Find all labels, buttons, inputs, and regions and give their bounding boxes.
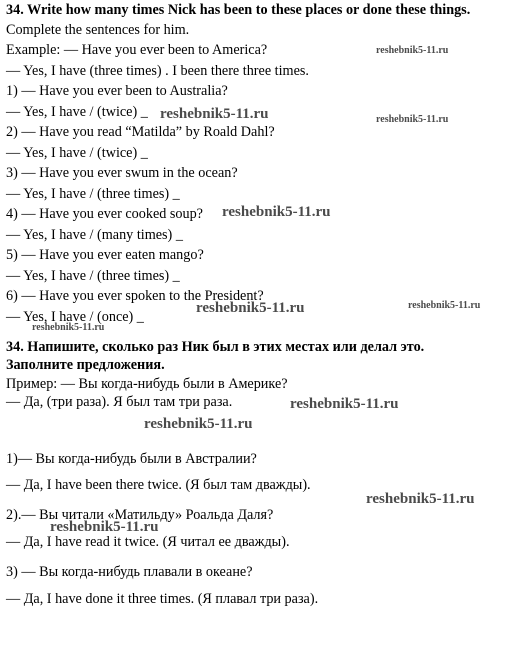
watermark-text: reshebnik5-11.ru: [376, 114, 449, 125]
example-question-ru: Пример: — Вы когда-нибудь были в Америке?: [6, 376, 288, 392]
question-2-en: 2) — Have you read “Matilda” by Roald Dahl?: [6, 124, 275, 140]
watermark-text: reshebnik5-11.ru: [222, 204, 331, 220]
answer-5-en: — Yes, I have / (three times) _: [6, 268, 180, 284]
watermark-text: reshebnik5-11.ru: [408, 300, 481, 311]
question-5-en: 5) — Have you ever eaten mango?: [6, 247, 204, 263]
answer-6-en: — Yes, I have / (once) _: [6, 309, 144, 325]
question-4-en: 4) — Have you ever cooked soup?: [6, 206, 203, 222]
exercise-heading-en: 34. Write how many times Nick has been to these places or done these things.: [6, 2, 471, 18]
answer-2-en: — Yes, I have / (twice) _: [6, 145, 148, 161]
answer-3-en: — Yes, I have / (three times) _: [6, 186, 180, 202]
watermark-text: reshebnik5-11.ru: [366, 491, 475, 507]
question-3-ru: 3) — Вы когда-нибудь плавали в океане?: [6, 564, 253, 580]
instruction-en: Complete the sentences for him.: [6, 22, 190, 38]
answer-1-ru: — Да, I have been there twice. (Я был там дважды).: [6, 477, 311, 493]
example-question-en: Example: — Have you ever been to America?: [6, 42, 268, 58]
answer-4-en: — Yes, I have / (many times) _: [6, 227, 183, 243]
example-answer-ru: — Да, (три раза). Я был там три раза.: [6, 394, 233, 410]
watermark-text: reshebnik5-11.ru: [32, 322, 105, 333]
question-3-en: 3) — Have you ever swum in the ocean?: [6, 165, 238, 181]
watermark-text: reshebnik5-11.ru: [160, 106, 269, 122]
instruction-ru: Заполните предложения.: [6, 357, 165, 373]
example-answer-en: — Yes, I have (three times) . I been there three times.: [6, 63, 309, 79]
question-2-ru: 2).— Вы читали «Матильду» Роальда Даля?: [6, 507, 274, 523]
answer-3-ru: — Да, I have done it three times. (Я плавал три раза).: [6, 591, 319, 607]
watermark-text: reshebnik5-11.ru: [290, 396, 399, 412]
question-1-ru: 1)— Вы когда-нибудь были в Австралии?: [6, 451, 257, 467]
watermark-text: reshebnik5-11.ru: [196, 300, 305, 316]
question-6-en: 6) — Have you ever spoken to the President?: [6, 288, 264, 304]
answer-1-en: — Yes, I have / (twice) _: [6, 104, 148, 120]
exercise-heading-ru: 34. Напишите, сколько раз Ник был в этих местах или делал это.: [6, 339, 425, 355]
watermark-text: reshebnik5-11.ru: [50, 519, 159, 535]
answer-2-ru: — Да, I have read it twice. (Я читал ее дважды).: [6, 534, 290, 550]
watermark-text: reshebnik5-11.ru: [144, 416, 253, 432]
watermark-text: reshebnik5-11.ru: [376, 45, 449, 56]
question-1-en: 1) — Have you ever been to Australia?: [6, 83, 228, 99]
